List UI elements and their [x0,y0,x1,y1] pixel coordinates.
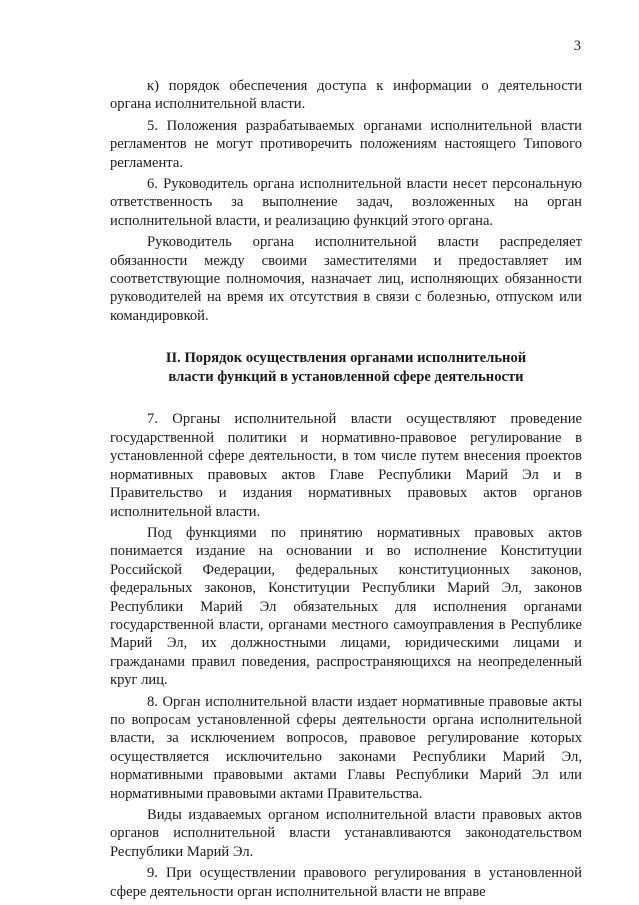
paragraph-8-continued: Виды издаваемых органом исполнительной власти правовых актов органов исполнительной власти устанавливаются законодательством Республики Марий Эл. [110,807,582,860]
paragraph-7-continued: Под функциями по принятию нормативных правовых актов понимается издание на основании и во исполнение Конституции Российской Федерации, федеральных конституционных законов, федеральных законов, Конституции Республики Марий Эл, законов Республики Марий Эл обязательных для исполнения органами государственной власти, органами местного самоуправления в Республике Марий Эл, их должностными лицами, юридическими лицами и гражданами правил поведения, распространяющихся на неопределенный круг лиц. [110,524,582,689]
paragraph-9: 9. При осуществлении правового регулирования в установленной сфере деятельности орган исполнительной власти не вправе [110,865,582,900]
section-heading-line-1: II. Порядок осуществления органами исполнительной [165,350,527,367]
section-heading-line-2: власти функций в установленной сфере деятельности [168,368,524,385]
document-body [110,77,582,901]
page-number: 3 [573,38,581,54]
paragraph-5: 5. Положения разрабатываемых органами исполнительной власти регламентов не могут противоречить положениям настоящего Типового регламента. [110,117,582,171]
paragraph-7: 7. Органы исполнительной власти осуществляют проведение государственной политики и нормативно-правовое регулирование в установленной сфере деятельности, в том числе путем внесения проектов нормативных правовых актов Главе Республики Марий Эл и в Правительство и издания нормативных правовых актов органов исполнительной власти. [110,411,582,520]
paragraph-6-continued: Руководитель органа исполнительной власти распределяет обязанности между своими заместителями и предоставляет им соответствующие полномочия, назначает лиц, исполняющих обязанности руководителей на время их отсутствия в связи с болезнью, отпуском или командировкой. [110,234,582,324]
paragraph-8: 8. Орган исполнительной власти издает нормативные правовые акты по вопросам установленной сферы деятельности органа исполнительной власти, за исключением вопросов, правовое регулирование которых осуществляется исключительно законами Республики Марий Эл, нормативными правовыми актами Главы Республики Марий Эл или нормативными правовыми актами Правительства. [110,693,582,802]
section-heading [110,349,582,386]
paragraph-6: 6. Руководитель органа исполнительной власти несет персональную ответственность за выполнение задач, возложенных на орган исполнительной власти, и реализацию функций этого органа. [110,176,582,229]
paragraph-item-k: к) порядок обеспечения доступа к информации о деятельности органа исполнительной власти. [110,78,582,113]
